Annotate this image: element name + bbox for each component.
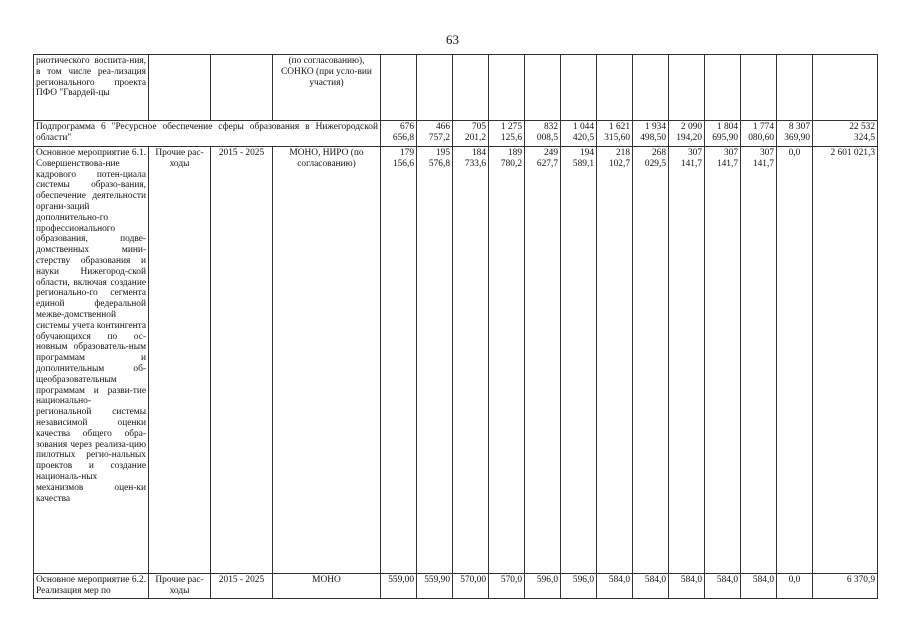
year-value: 1 804 695,90 [705, 121, 741, 147]
year-value: 268 029,5 [633, 147, 669, 574]
year-value: 8 307 369,90 [777, 121, 813, 147]
cost-type: Прочие рас-ходы [149, 574, 211, 599]
table-row [34, 121, 878, 147]
period: 2015 - 2025 [211, 574, 273, 599]
year-value: 705 201,2 [453, 121, 489, 147]
year-value: 218 102,7 [597, 147, 633, 574]
event-description: Основное мероприятие 6.2. Реализация мер по [34, 574, 149, 599]
subprogram-title: Подпрограмма 6 "Ресурсное обеспечение сферы образования в Нижегородской области" [34, 121, 381, 147]
total-value: 2 601 021,3 [813, 147, 878, 574]
table-row [34, 147, 878, 574]
year-value [633, 55, 669, 121]
cost-type: Прочие рас-ходы [149, 147, 211, 574]
year-value: 584,0 [741, 574, 777, 599]
year-value: 249 627,7 [525, 147, 561, 574]
year-value: 189 780,2 [489, 147, 525, 574]
year-value: 570,0 [489, 574, 525, 599]
year-value: 676 656,8 [381, 121, 417, 147]
year-value: 584,0 [669, 574, 705, 599]
page-number: 63 [446, 32, 459, 47]
year-value: 596,0 [561, 574, 597, 599]
year-value [525, 55, 561, 121]
executor: (по согласованию), СОНКО (при усло-вии участия) [273, 55, 381, 121]
year-value: 0,0 [777, 147, 813, 574]
year-value: 584,0 [705, 574, 741, 599]
year-value: 1 275 125,6 [489, 121, 525, 147]
year-value: 570,00 [453, 574, 489, 599]
year-value: 1 044 420,5 [561, 121, 597, 147]
year-value [453, 55, 489, 121]
year-value [669, 55, 705, 121]
year-value: 184 733,6 [453, 147, 489, 574]
year-value: 596,0 [525, 574, 561, 599]
year-value: 559,90 [417, 574, 453, 599]
year-value: 195 576,8 [417, 147, 453, 574]
event-description: риотического воспита-ния, в том числе реа-лизация регионального проекта ПФО "Гвардей-цы [34, 55, 149, 121]
period: 2015 - 2025 [211, 147, 273, 574]
year-value: 307 141,7 [669, 147, 705, 574]
year-value [705, 55, 741, 121]
year-value: 2 090 194,20 [669, 121, 705, 147]
year-value: 584,0 [633, 574, 669, 599]
period [211, 55, 273, 121]
year-value: 584,0 [597, 574, 633, 599]
year-value [381, 55, 417, 121]
total-value: 22 532 324,5 [813, 121, 878, 147]
year-value: 559,00 [381, 574, 417, 599]
executor: МОНО [273, 574, 381, 599]
year-value [489, 55, 525, 121]
year-value: 307 141,7 [741, 147, 777, 574]
year-value: 1 934 498,50 [633, 121, 669, 147]
year-value: 194 589,1 [561, 147, 597, 574]
year-value: 466 757,2 [417, 121, 453, 147]
year-value: 832 008,5 [525, 121, 561, 147]
year-value [741, 55, 777, 121]
budget-table [33, 54, 878, 599]
year-value [777, 55, 813, 121]
year-value: 307 141,7 [705, 147, 741, 574]
cost-type [149, 55, 211, 121]
table-row [34, 55, 878, 121]
event-description: Основное мероприятие 6.1. Совершенствова-ние кадрового потен-циала системы образо-вания, обеспечение деятельности органи-заций дополнительно-го профессионального образования, подве-домственных мини-стерству образования и науки Нижегород-ской области, включая создание регионально-го сегмента единой федеральной межве-домственной системы учета контингента обучающихся по ос-новным образователь-ным программам и дополнительным об-щеобразовательным программам и разви-тие национально-региональной системы независимой оценки качества общего обра-зования через реализа-цию пилотных регио-нальных проектов и создание националь-ных механизмов оцен-ки качества [34, 147, 149, 574]
total-value [813, 55, 878, 121]
year-value: 1 621 315,60 [597, 121, 633, 147]
year-value [597, 55, 633, 121]
year-value: 1 774 080,60 [741, 121, 777, 147]
executor: МОНО, НИРО (по согласованию) [273, 147, 381, 574]
table-row [34, 574, 878, 599]
year-value: 179 156,6 [381, 147, 417, 574]
year-value [417, 55, 453, 121]
total-value: 6 370,9 [813, 574, 878, 599]
year-value: 0,0 [777, 574, 813, 599]
year-value [561, 55, 597, 121]
